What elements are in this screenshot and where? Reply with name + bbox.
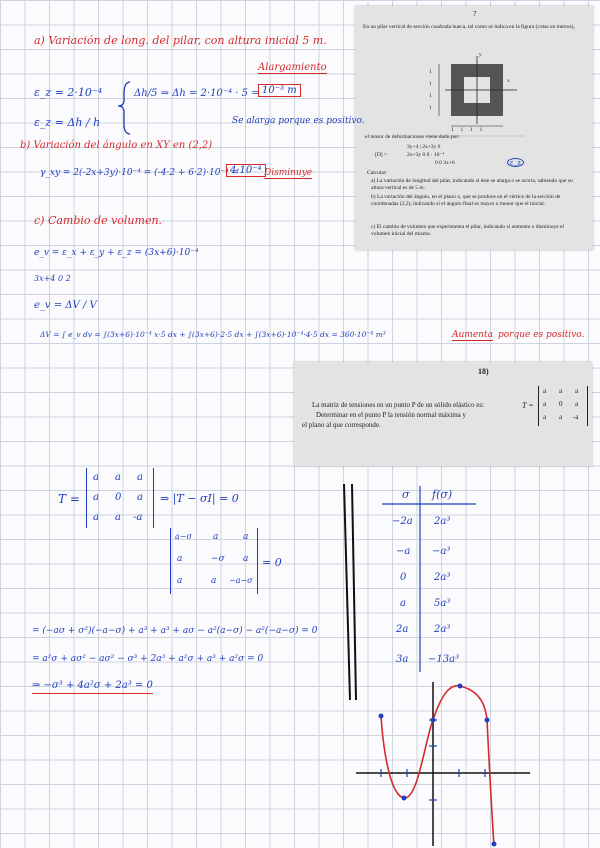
alargamiento-label: Alargamiento [258,62,327,73]
photo-question-c: c) El cambio de volumen que experimenta el pilar, indicando si aumenta o disminuye el volumen inicial del mismo. [371,224,564,237]
photo2-number: 18) [478,367,489,376]
D-m20: a [177,576,183,586]
photo2-text3: el plano al que corresponde. [302,421,381,429]
epsilon-z-value: ε_z = 2·10⁻⁴ [34,86,103,99]
photo2-m22: -a [573,413,579,421]
part-a-title: a) Variación de long. del pilar, con altura inicial 5 m. [34,34,327,47]
part-c-aumenta: Aumenta [452,330,493,340]
table-f-2: 2a³ [434,572,451,583]
table-f-3: 5a³ [434,598,451,609]
part-c-title: c) Cambio de volumen. [34,214,163,227]
photo-tensor-row1: 3y+4 | 2x+3y 0 [407,144,441,150]
photo-tensor-row3: 0 0 3x+6 [435,160,455,166]
D-m10: a [177,554,183,564]
table-sigma-1: −a [396,546,411,557]
T-m12: a [137,492,143,503]
determinant-equals-zero: = 0 [262,556,282,569]
D-m00: a−σ [175,532,192,541]
photo2-m20: a [543,413,547,421]
table-sigma-5: 3a [396,654,409,665]
D-m01: a [213,532,219,542]
table-sigma-0: −2a [392,516,413,527]
T-label: T = [58,492,80,506]
part-c-note: porque es positivo. [498,330,585,340]
photo-tensor-row2: 2x+3y 0 0 · 10⁻⁴ [407,152,445,158]
T-m20: a [93,512,99,523]
table-f-5: −13a³ [428,654,460,665]
characteristic-equation: ⇒ |T − σI| = 0 [160,492,239,505]
photo-calc-head: Calcular: [367,170,388,176]
volumetric-strain: e_v = ε_x + ε_y + ε_z = (3x+6)·10⁻⁴ [34,248,199,258]
photo-page-number: 7 [473,10,477,18]
D-m11: −σ [211,554,225,564]
table-sigma-2: 0 [400,572,407,583]
expansion-line-3: ⇒ −σ³ + 4a²σ + 2a³ = 0 [32,680,153,694]
photo-intro: En un pilar vertical de sección cuadrada hueca, tal como se indica en la figura (cotas en metros), [363,24,575,30]
photo-tensor-intro: el tensor de deformaciones viene dado por: [365,134,460,140]
table-f-4: 2a³ [434,624,451,635]
photo2-m10: a [543,400,547,408]
part-c-integral: ΔV = ∫ e_v dv = ∫(3x+6)·10⁻⁴ x·5 dx + ∫(3x+6)·2·5 dx + ∫(3x+6)·10⁻⁴·4·5 dx = 360·10⁻⁴ m³ [40,330,386,339]
photo2-m02: a [575,387,579,395]
volumetric-strain-sub: 3x+4 0 2 [34,274,71,283]
part-b-note: Disminuye [264,168,313,178]
T-m00: a [93,472,99,483]
photo2-m01: a [559,387,563,395]
table-head-f: f(σ) [432,488,453,501]
part-a-note: Se alarga porque es positivo. [232,116,365,126]
T-m02: a [137,472,143,483]
part-a-calculation: Δh/5 ⇒ Δh = 2·10⁻⁴ · 5 = [134,88,260,99]
T-m22: -a [133,512,143,523]
table-f-1: −a³ [432,546,451,557]
photo2-text1: La matriz de tensiones en un punto P de un sólido elástico es: [312,401,484,409]
photo2-m00: a [543,387,547,395]
photo-tensor-label: [D] = [375,152,388,158]
expansion-line-2: = a²σ + aσ² − aσ² − σ³ + 2a³ + a²σ + a³ + a²σ = 0 [32,654,264,664]
table-f-0: 2a³ [434,516,451,527]
photo-tensor-mark: ε_z [507,158,524,167]
photo2-m12: a [575,400,579,408]
photo2-text2: Determinar en el punto P la tensión normal máxima y [316,411,467,419]
T-m01: a [115,472,121,483]
figure-axis-y: y [479,52,482,58]
T-m11: 0 [115,492,122,503]
figure-axis-x: x [507,78,510,84]
epsilon-z-definition: ε_z = Δh / h [34,116,101,129]
volumetric-strain-def: e_v = ΔV / V [34,300,97,311]
photo2-matrix-label: T = [522,401,534,410]
part-b-calculation: γ_xy = 2(-2x+3y)·10⁻⁴ = (-4·2 + 6·2)·10⁻⁴ = [40,168,240,178]
photo2-m11: 0 [559,400,563,408]
part-b-result: 4·10⁻⁴ [226,164,266,177]
figure-dims-left: 1 1 1 1 [429,69,432,111]
D-m21: a [211,576,217,586]
photo2-m21: a [559,413,563,421]
T-m21: a [115,512,121,523]
table-head-sigma: σ [402,488,410,501]
D-m12: a [243,554,249,564]
D-m22: −a−σ [229,576,253,585]
figure-dims-bottom: 1111 [451,127,490,133]
expansion-line-1: = (−aσ + σ²)(−a−σ) + a³ + a³ + aσ − a²(a−σ) − a²(−a−σ) = 0 [32,626,318,636]
part-b-title: b) Variación del ángulo en XY en (2,2) [20,140,213,151]
table-sigma-3: a [400,598,406,609]
T-m10: a [93,492,99,503]
table-sigma-4: 2a [396,624,409,635]
D-m02: a [243,532,249,542]
photo-question-a: a) La variación de longitud del pilar, indicando si éste se alarga o se acorta, sabiendo que su altura vertical es de 5 m. [371,178,573,191]
part-a-result: 10⁻³ m [258,84,301,97]
photo-question-b: b) La variación del ángulo, en el plano x, que se produce en el vértice de la sección de coordenadas (2,2), indicando si el ángulo final es mayor o menor que el inicial. [371,194,561,207]
